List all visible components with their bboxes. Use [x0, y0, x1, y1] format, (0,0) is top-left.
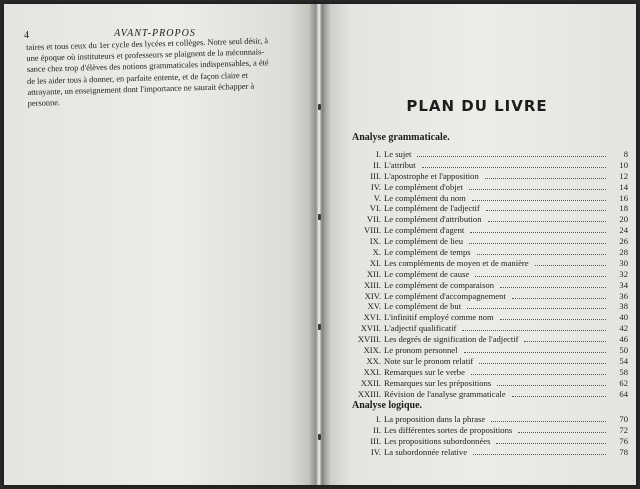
toc-entry-number: XXIII. [357, 388, 381, 399]
toc-entry-title: Le sujet [384, 149, 412, 159]
toc-entry-title: L'infinitif employé comme nom [384, 312, 494, 323]
toc-entry [348, 182, 628, 193]
toc-entry [348, 258, 628, 269]
toc-entry-number: II. [373, 159, 381, 170]
toc-entry-page: 72 [619, 424, 628, 435]
toc-leader-dots [512, 390, 606, 397]
preface-line: une époque où instituteurs et professeurs se plaignent de la méconnais- [26, 47, 265, 64]
toc-entry-number: IV. [370, 446, 381, 457]
preface-line: de les aider tous à donner, en parfaite entente, et de façon claire et [26, 70, 248, 86]
toc-entry-title: La subordonnée relative [384, 446, 468, 457]
toc-leader-dots [518, 426, 606, 433]
toc-leader-dots [491, 415, 606, 422]
preface-line: taires et tous ceux du 1er cycle des lycées et collèges. Notre seul désir, à [26, 36, 269, 52]
toc-leader-dots [469, 237, 606, 244]
toc-entry-number: I. [375, 149, 381, 159]
binding-thread [318, 434, 321, 440]
toc-entry-number: XI. [369, 257, 381, 268]
toc-entry [348, 160, 628, 171]
toc-entry [348, 171, 628, 182]
toc-entry-title: Révision de l'analyse grammaticale [384, 388, 506, 399]
toc-entry-page: 16 [619, 192, 628, 203]
toc-leader-dots [535, 259, 606, 266]
toc-leader-dots [475, 270, 606, 277]
toc-entry-title: Remarques sur le verbe [384, 366, 465, 377]
toc-entry-number: XX. [366, 355, 381, 366]
toc-leader-dots [472, 194, 606, 201]
toc-entry-page: 10 [619, 159, 628, 170]
binding-thread [318, 214, 321, 220]
toc-entry-page: 46 [619, 334, 628, 345]
toc-entry [348, 269, 628, 280]
toc-leader-dots [417, 150, 606, 157]
toc-entry-number: XV. [367, 301, 381, 312]
toc-entry-title: Le complément de lieu [384, 236, 463, 247]
toc-leader-dots [512, 292, 606, 299]
toc-entry-title: Les propositions subordonnées [384, 435, 491, 446]
toc-entry-number: XVI. [363, 312, 381, 323]
toc-entry-page: 18 [619, 203, 628, 214]
book-gutter [310, 4, 330, 485]
toc-grammaticale [348, 149, 628, 399]
toc-entry-title: Le complément de comparaison [384, 279, 495, 290]
toc-entry-title: Les différentes sortes de propositions [384, 424, 513, 435]
toc-entry [348, 225, 628, 236]
toc-leader-dots [477, 248, 606, 255]
toc-entry-title: Les compléments de moyen et de manière [384, 257, 529, 268]
toc-entry-number: VIII. [364, 225, 381, 236]
toc-entry [348, 203, 628, 214]
toc-entry-number: XXII. [360, 377, 381, 388]
binding-thread [318, 324, 321, 330]
toc-leader-dots [467, 302, 606, 309]
toc-entry-page: 34 [619, 279, 628, 290]
toc-entry-page: 38 [619, 301, 628, 312]
toc-entry [348, 312, 628, 323]
toc-entry [348, 236, 628, 247]
preface-line: attrayante, un enseignement dont l'importance ne saurait échapper à [27, 81, 255, 97]
toc-entry-page: 62 [619, 377, 628, 388]
toc-entry [348, 345, 628, 356]
toc-logique [348, 414, 628, 458]
toc-leader-dots [485, 172, 606, 179]
toc-leader-dots [497, 379, 606, 386]
toc-entry-number: X. [372, 247, 381, 258]
toc-entry-number: XIX. [363, 345, 381, 356]
toc-entry-title: Le complément du nom [384, 192, 466, 203]
binding-thread [318, 104, 321, 110]
toc-leader-dots [524, 335, 606, 342]
toc-entry [348, 436, 628, 447]
toc-entry-page: 28 [619, 247, 628, 258]
toc-entry [348, 193, 628, 204]
toc-entry-page: 14 [619, 181, 628, 192]
toc-leader-dots [470, 226, 606, 233]
toc-entry-page: 8 [623, 149, 628, 159]
toc-entry-page: 30 [619, 257, 628, 268]
toc-entry-number: II. [373, 424, 381, 435]
toc-leader-dots [496, 437, 606, 444]
toc-entry [348, 149, 628, 160]
toc-entry-page: 76 [619, 435, 628, 446]
toc-entry [348, 334, 628, 345]
toc-entry-title: Le pronom personnel [384, 345, 458, 356]
toc-entry-number: I. [375, 414, 381, 424]
toc-entry-title: Remarques sur les prépositions [384, 377, 492, 388]
toc-entry-title: La proposition dans la phrase [384, 414, 486, 424]
toc-entry-number: XIII. [364, 279, 381, 290]
toc-leader-dots [422, 161, 606, 168]
toc-leader-dots [462, 324, 606, 331]
toc-leader-dots [469, 183, 606, 190]
toc-entry-page: 58 [619, 366, 628, 377]
toc-entry-title: Le complément de temps [384, 247, 471, 258]
toc-entry-title: L'attribut [384, 159, 416, 170]
toc-leader-dots [500, 281, 606, 288]
toc-entry-page: 64 [619, 388, 628, 399]
toc-entry-number: IX. [369, 236, 381, 247]
toc-entry-page: 12 [619, 170, 628, 181]
toc-entry-page: 26 [619, 236, 628, 247]
toc-entry-title: Le complément de l'adjectif [384, 203, 480, 214]
toc-entry-number: III. [370, 170, 381, 181]
toc-entry-page: 50 [619, 345, 628, 356]
toc-entry-title: Le complément d'objet [384, 181, 463, 192]
toc-leader-dots [486, 204, 606, 211]
toc-entry-title: L'adjectif qualificatif [384, 323, 457, 334]
toc-entry-page: 70 [619, 414, 628, 424]
toc-entry-number: VI. [369, 203, 381, 214]
toc-entry-title: Note sur le pronom relatif [384, 355, 474, 366]
toc-entry-number: XXI. [363, 366, 381, 377]
toc-leader-dots [500, 313, 606, 320]
toc-entry [348, 280, 628, 291]
toc-entry-title: Le complément d'attribution [384, 214, 482, 225]
toc-entry [348, 447, 628, 458]
toc-entry [348, 389, 628, 400]
toc-entry-page: 32 [619, 268, 628, 279]
page-title: PLAN DU LIVRE [406, 97, 548, 115]
page-number: 4 [24, 30, 29, 41]
preface-paragraph [26, 34, 298, 109]
toc-entry-number: IV. [370, 181, 381, 192]
section-heading-logique: Analyse logique. [352, 400, 423, 411]
toc-entry-page: 78 [619, 446, 628, 457]
toc-entry [348, 214, 628, 225]
toc-entry-number: V. [373, 192, 381, 203]
toc-entry-number: XVII. [360, 323, 381, 334]
toc-entry-title: Le complément d'agent [384, 225, 465, 236]
toc-entry [348, 247, 628, 258]
toc-entry [348, 414, 628, 425]
toc-entry-title: Le complément de but [384, 301, 462, 312]
toc-entry-page: 40 [619, 312, 628, 323]
toc-entry-number: XII. [366, 268, 381, 279]
toc-entry-number: III. [370, 435, 381, 446]
toc-entry [348, 291, 628, 302]
toc-leader-dots [488, 215, 607, 222]
toc-entry-number: XIV. [364, 290, 381, 301]
toc-leader-dots [473, 448, 606, 455]
toc-entry-page: 54 [619, 355, 628, 366]
toc-entry [348, 367, 628, 378]
toc-entry [348, 356, 628, 367]
toc-entry-title: Le complément d'accompagnement [384, 290, 506, 301]
toc-entry [348, 301, 628, 312]
toc-entry-page: 24 [619, 225, 628, 236]
toc-entry-number: VII. [366, 214, 381, 225]
toc-entry-page: 42 [619, 323, 628, 334]
toc-entry-title: Le complément de cause [384, 268, 470, 279]
preface-line: sance chez trop d'élèves des notions grammaticales indispensables, a été [26, 58, 269, 75]
toc-entry [348, 323, 628, 334]
toc-entry-title: Les degrés de signification de l'adjectif [384, 334, 519, 345]
toc-entry-page: 20 [619, 214, 628, 225]
toc-entry-title: L'apostrophe et l'apposition [384, 170, 479, 181]
toc-entry-number: XVIII. [357, 334, 381, 345]
toc-leader-dots [471, 368, 606, 375]
toc-leader-dots [464, 346, 606, 353]
section-heading-grammaticale: Analyse grammaticale. [352, 132, 450, 143]
toc-entry [348, 378, 628, 389]
toc-leader-dots [479, 357, 606, 364]
running-head: AVANT-PROPOS [114, 28, 196, 39]
toc-entry-page: 36 [619, 290, 628, 301]
preface-line: personne. [27, 98, 61, 108]
toc-entry [348, 425, 628, 436]
